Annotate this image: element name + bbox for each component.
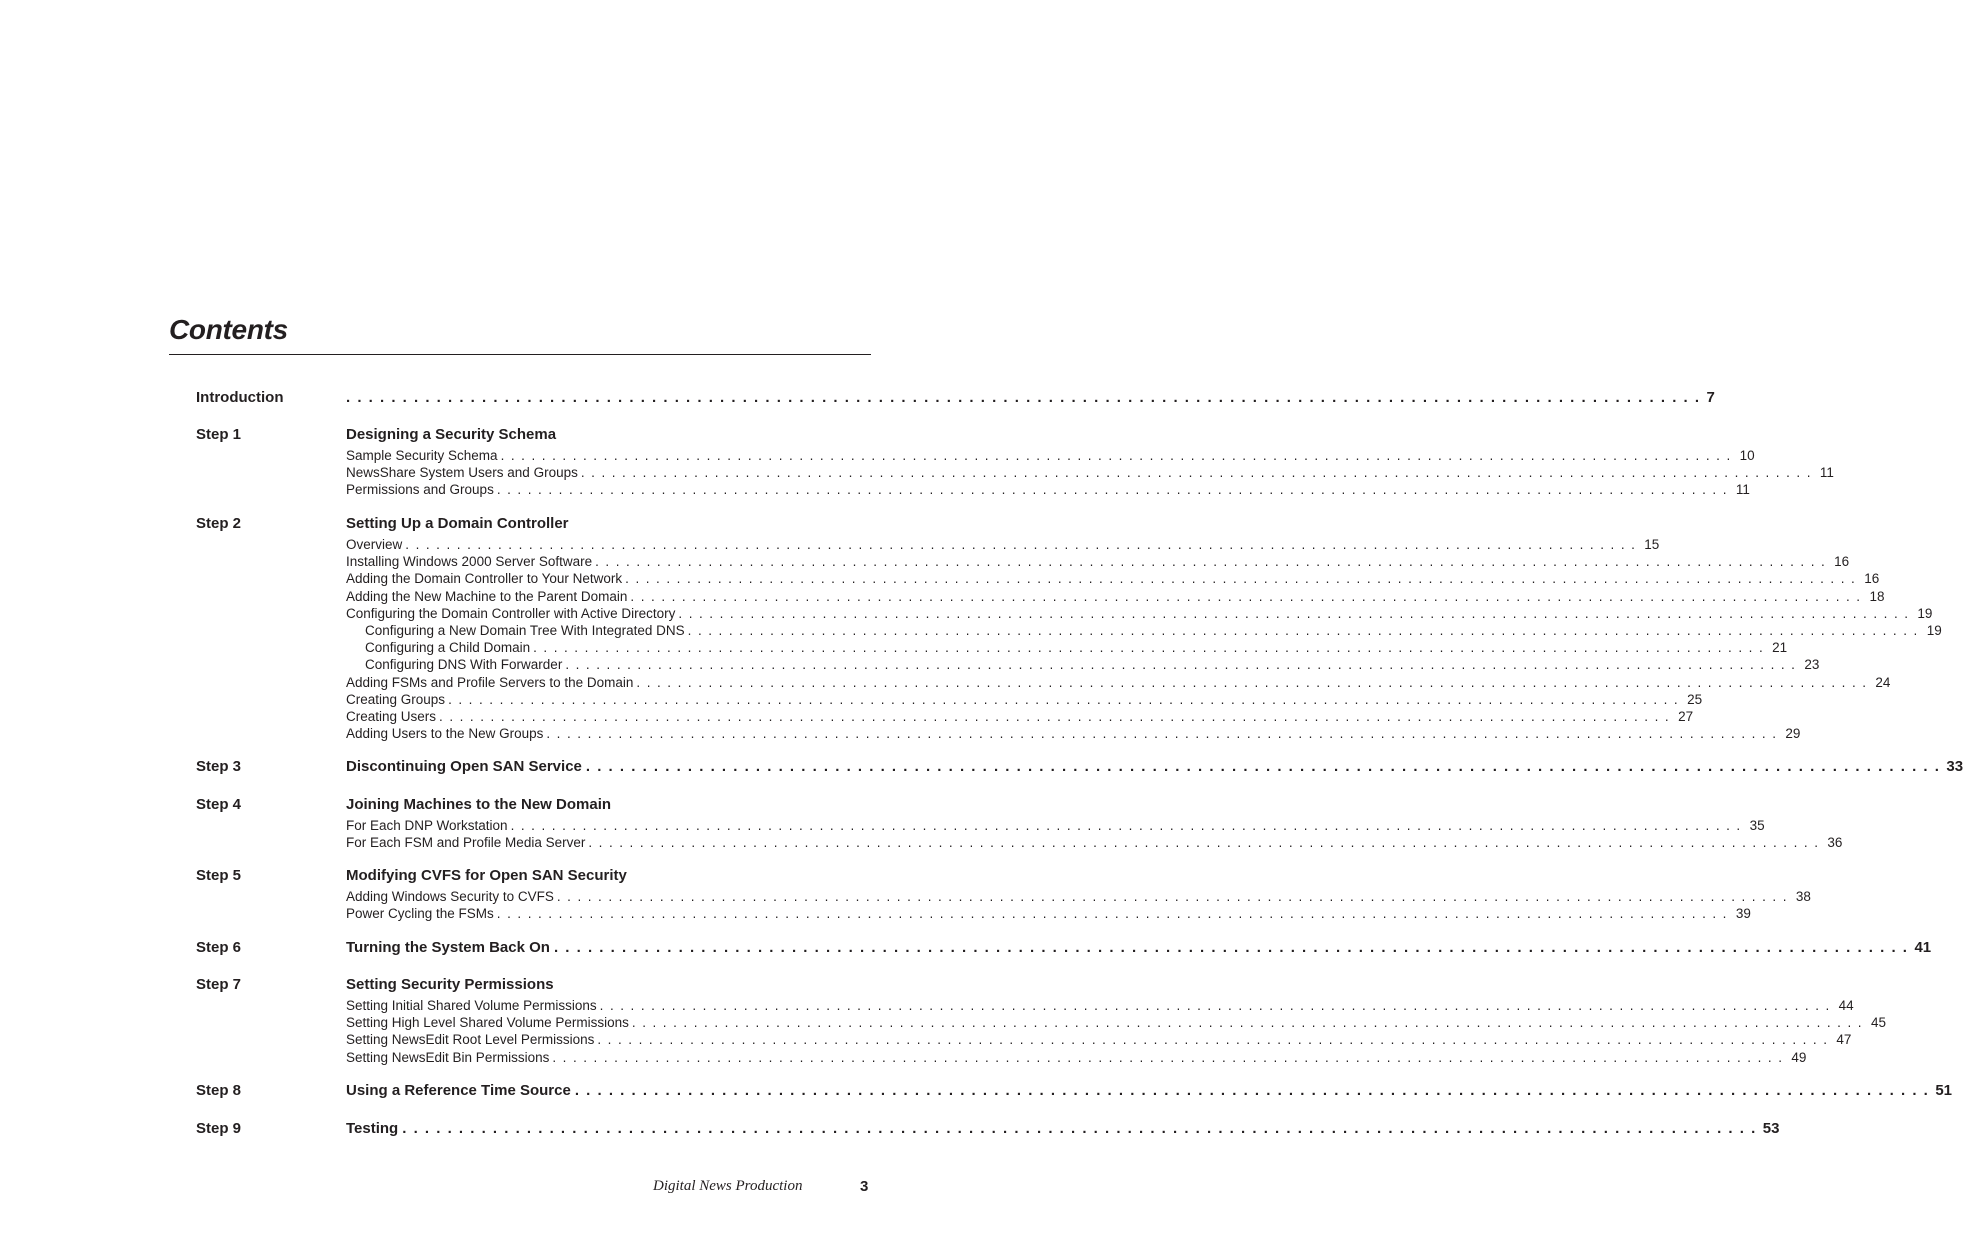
section-label: Step 1 [196, 426, 242, 443]
section-page-number: 53 [1762, 1120, 1780, 1137]
section-heading-row [346, 796, 801, 813]
toc-entry [346, 998, 1854, 1015]
toc-entry [346, 835, 1843, 852]
dot-leader: . . . . . . . . . . . . . . . . . . . . . . . . . . . . . . . . . . . . . . . . . . . . . . . . . . . . . . . . . . . . . . . . . . . . . . . . . . . . . . . . . . . . . . . . . . . . . . . . . . . . . . . . . . . . . . . . . . . . . . . . [599, 998, 1831, 1013]
section-heading: Joining Machines to the New Domain [346, 796, 612, 813]
section-page-number: 7 [1706, 389, 1715, 406]
dot-leader: . . . . . . . . . . . . . . . . . . . . . . . . . . . . . . . . . . . . . . . . . . . . . . . . . . . . . . . . . . . . . . . . . . . . . . . . . . . . . . . . . . . . . . . . . . . . . . . . . . . . . . . . . . . . . . . . . . . . . . . . [630, 588, 1862, 604]
dot-leader: . . . . . . . . . . . . . . . . . . . . . . . . . . . . . . . . . . . . . . . . . . . . . . . . . . . . . . . . . . . . . . . . . . . . . . . . . . . . . . . . . . . . . . . . . . . . . . . . . . . . . . . . . . . . . . . . . . . . . . . . [625, 571, 1857, 587]
section-label: Introduction [196, 389, 284, 406]
section-heading: Turning the System Back On [346, 939, 550, 956]
entry-title: Sample Security Schema [346, 448, 498, 463]
toc-entry [346, 554, 1850, 571]
toc-entry [346, 465, 1834, 482]
entry-title: Power Cycling the FSMs [346, 906, 494, 922]
entry-page-number: 23 [1804, 657, 1820, 673]
dot-leader: . . . . . . . . . . . . . . . . . . . . . . . . . . . . . . . . . . . . . . . . . . . . . . . . . . . . . . . . . . . . . . . . . . . . . . . . . . . . . . . . . . . . . . . . . . . . . . . . . . . . . . . . . . . . . . . . . . . . . . . . [580, 465, 1812, 481]
title-rule [169, 354, 871, 355]
section-heading-row [346, 939, 1932, 956]
dot-leader: . . . . . . . . . . . . . . . . . . . . . . . . . . . . . . . . . . . . . . . . . . . . . . . . . . . . . . . . . . . . . . . . . . . . . . . . . . . . . . . . . . . . . . . . . . . . . . . . . . . . . . . . . . . . . . . . . . . . . . . . [496, 906, 1728, 922]
entry-page-number: 24 [1875, 674, 1891, 690]
entry-title: Setting High Level Shared Volume Permissions [346, 1015, 629, 1031]
section-heading-row [346, 758, 1963, 775]
dot-leader: . . . . . . . . . . . . . . . . . . . . . . . . . . . . . . . . . . . . . . . . . . . . . . . . . . . . . . . . . . . . . . . . . . . . . . . . . . . . . . . . . . . . . . . . . . . . . . . . . . . . . . . . . . . . . . . . . . . . . . . . [565, 657, 1797, 673]
dot-leader: . . . . . . . . . . . . . . . . . . . . . . . . . . . . . . . . . . . . . . . . . . . . . . . . . . . . . . . . . . . . . . . . . . . . . . . . . . . . . . . . . . . . . . . . . . . . . . . . . . . . . . . . . . . . . . . . . . . . . . . . [631, 1015, 1863, 1031]
entry-title: Overview [346, 537, 403, 552]
entry-title: Setting NewsEdit Bin Permissions [346, 1049, 550, 1065]
entry-title: Creating Users [346, 709, 437, 724]
dot-leader: . . . . . . . . . . . . . . . . . . . . . . . . . . . . . . . . . . . . . . . . . . . . . . . . . . . . . . . . . . . . . . . . . . . . . . . . . . . . . . . . . . . . . . . . . . . . . . . . . . . . . . . . . . . . . . . . . . . . . . . . [556, 889, 1788, 904]
entry-title: Configuring a Child Domain [365, 640, 531, 656]
entry-page-number: 29 [1785, 726, 1801, 742]
entry-page-number: 18 [1869, 588, 1885, 604]
section-label: Step 6 [196, 939, 242, 956]
entry-page-number: 49 [1791, 1049, 1807, 1065]
dot-leader: . . . . . . . . . . . . . . . . . . . . . . . . . . . . . . . . . . . . . . . . . . . . . . . . . . . . . . . . . . . . . . . . . . . . . . . . . . . . . . . . . . . . . . . . . . . . . . . . . . . . . . . . . . . . . . . . . . . . . . . . [687, 623, 1919, 638]
entry-title: Configuring a New Domain Tree With Integrated DNS [365, 623, 685, 638]
dot-leader: . . . . . . . . . . . . . . . . . . . . . . . . . . . . . . . . . . . . . . . . . . . . . . . . . . . . . . . . . . . . . . . . . . . . . . . . . . . . . . . . . . . . . . . . . . . . . . . . . . . . . . . . . . . . . . . . . . . . . . . . [588, 835, 1820, 851]
entry-page-number: 25 [1687, 691, 1703, 707]
section-page-number: 41 [1914, 939, 1932, 956]
footer-page-number: 3 [860, 1178, 869, 1195]
section-page-number: 33 [1946, 758, 1963, 775]
toc-entry [346, 482, 1750, 499]
toc-entry [346, 571, 1880, 588]
entry-page-number: 47 [1836, 1032, 1852, 1048]
dot-leader: . . . . . . . . . . . . . . . . . . . . . . . . . . . . . . . . . . . . . . . . . . . . . . . . . . . . . . . . . . . . . . . . . . . . . . . . . . . . . . . . . . . . . . . . . . . . . . . . . . . . . . . . . . . . . . . . . . . . . . . . [678, 605, 1910, 621]
toc-entry [365, 640, 1788, 657]
dot-leader: . . . . . . . . . . . . . . . . . . . . . . . . . . . . . . . . . . . . . . . . . . . . . . . . . . . . . . . . . . . . . . . . . . . . . . . . . . . . . . . . . . . . . . . . . . . . . . . . . . . . . . . . . . . . . . . . . . . . . . . . [546, 726, 1778, 742]
entry-title: NewsShare System Users and Groups [346, 465, 578, 481]
toc-entry [346, 448, 1755, 465]
toc-entry [365, 623, 1942, 640]
toc-entry [346, 1032, 1852, 1049]
entry-page-number: 21 [1772, 640, 1788, 656]
section-label: Step 7 [196, 976, 242, 993]
toc-entry [346, 889, 1811, 906]
dot-leader: . . . . . . . . . . . . . . . . . . . . . . . . . . . . . . . . . . . . . . . . . . . . . . . . . . . . . . . . . . . . . . . . . . . . . . . . . . . . . . . . . . . . . . . . . . . . . . . . . . . . . . . . . . . . . . . . . . . . . . . . [595, 554, 1827, 570]
toc-entry [365, 657, 1820, 674]
toc-entry [346, 1015, 1886, 1032]
toc-entry [346, 726, 1801, 743]
section-label: Step 5 [196, 867, 242, 884]
entry-page-number: 35 [1749, 818, 1765, 833]
entry-page-number: 39 [1735, 906, 1751, 922]
toc-entry [346, 818, 1765, 835]
entry-page-number: 38 [1795, 889, 1811, 904]
toc-entry [346, 1049, 1807, 1067]
entry-page-number: 45 [1870, 1015, 1886, 1031]
dot-leader: . . . . . . . . . . . . . . . . . . . . . . . . . . . . . . . . . . . . . . . . . . . . . . . . . . . . . . . . . . . . . . . . . . . . . . . . . . . . . . . . . . . . . . . . . . . . . . . . . . . . . . . . . . . . . . . . . . . . . . . . [510, 818, 1742, 833]
section-heading: Using a Reference Time Source [346, 1082, 571, 1099]
toc-entry [346, 674, 1891, 692]
entry-page-number: 16 [1864, 571, 1880, 587]
toc-entry [346, 537, 1660, 554]
toc-entry [346, 691, 1703, 709]
dot-leader: . . . . . . . . . . . . . . . . . . . . . . . . . . . . . . . . . . . . . . . . . . . . . . . . . . . . . . . . . . . . . . . . . . . . . . . . . . . . . . . . . . . . . . . . . . . . . . . . . . . . . . . . . . . . . . . . . . . . . . . . [585, 758, 1941, 775]
dot-leader: . . . . . . . . . . . . . . . . . . . . . . . . . . . . . . . . . . . . . . . . . . . . . . . . . . . . . . . . . . . . . . . . . . . . . . . . . . . . . . . . . . . . . . . . . . . . . . . . . . . . . . . . . . . . . . . . . . . . . . . . [553, 939, 1909, 956]
dot-leader: . . . . . . . . . . . . . . . . . . . . . . . . . . . . . . . . . . . . . . . . . . . . . . . . . . . . . . . . . . . . . . . . . . . . . . . . . . . . . . . . . . . . . . . . . . . . . . . . . . . . . . . . . . . . . . . . . . . . . . . . [552, 1049, 1784, 1065]
section-label: Step 3 [196, 758, 242, 775]
dot-leader: . . . . . . . . . . . . . . . . . . . . . . . . . . . . . . . . . . . . . . . . . . . . . . . . . . . . . . . . . . . . . . . . . . . . . . . . . . . . . . . . . . . . . . . . . . . . . . . . . . . . . . . . . . . . . . . . . . . . . . . . [448, 691, 1680, 707]
footer-publication-title: Digital News Production [653, 1178, 803, 1194]
section-heading: Testing [346, 1120, 399, 1137]
dot-leader: . . . . . . . . . . . . . . . . . . . . . . . . . . . . . . . . . . . . . . . . . . . . . . . . . . . . . . . . . . . . . . . . . . . . . . . . . . . . . . . . . . . . . . . . . . . . . . . . . . . . . . . . . . . . . . . . . . . . . . . . [636, 674, 1868, 690]
section-heading-row [346, 515, 801, 532]
dot-leader: . . . . . . . . . . . . . . . . . . . . . . . . . . . . . . . . . . . . . . . . . . . . . . . . . . . . . . . . . . . . . . . . . . . . . . . . . . . . . . . . . . . . . . . . . . . . . . . . . . . . . . . . . . . . . . . . . . . . . . . . [574, 1082, 1930, 1099]
section-label: Step 9 [196, 1120, 242, 1137]
section-label: Step 4 [196, 796, 242, 813]
entry-title: For Each DNP Workstation [346, 818, 508, 833]
dot-leader: . . . . . . . . . . . . . . . . . . . . . . . . . . . . . . . . . . . . . . . . . . . . . . . . . . . . . . . . . . . . . . . . . . . . . . . . . . . . . . . . . . . . . . . . . . . . . . . . . . . . . . . . . . . . . . . . . . . . . . . . [405, 537, 1637, 552]
section-heading-row [346, 426, 801, 443]
entry-title: Setting NewsEdit Root Level Permissions [346, 1032, 595, 1048]
section-heading-row [346, 1082, 1953, 1099]
section-heading-row [346, 1120, 1780, 1137]
section-label: Step 8 [196, 1082, 242, 1099]
entry-title: Installing Windows 2000 Server Software [346, 554, 593, 570]
section-heading-row [346, 389, 1715, 406]
entry-title: Adding the New Machine to the Parent Domain [346, 588, 628, 604]
toc-entry [346, 906, 1751, 923]
page-title: Contents [169, 314, 288, 345]
entry-title: For Each FSM and Profile Media Server [346, 835, 586, 851]
dot-leader: . . . . . . . . . . . . . . . . . . . . . . . . . . . . . . . . . . . . . . . . . . . . . . . . . . . . . . . . . . . . . . . . . . . . . . . . . . . . . . . . . . . . . . . . . . . . . . . . . . . . . . . . . . . . . . . . . . . . . . . . [496, 482, 1728, 498]
entry-page-number: 11 [1735, 482, 1750, 498]
entry-page-number: 16 [1834, 554, 1850, 570]
entry-page-number: 11 [1819, 465, 1834, 481]
entry-title: Adding the Domain Controller to Your Network [346, 571, 623, 587]
entry-page-number: 15 [1644, 537, 1660, 552]
entry-title: Adding Windows Security to CVFS [346, 889, 554, 904]
entry-page-number: 19 [1926, 623, 1942, 638]
dot-leader: . . . . . . . . . . . . . . . . . . . . . . . . . . . . . . . . . . . . . . . . . . . . . . . . . . . . . . . . . . . . . . . . . . . . . . . . . . . . . . . . . . . . . . . . . . . . . . . . . . . . . . . . . . . . . . . . . . . . . . . . [346, 389, 1701, 406]
entry-title: Adding Users to the New Groups [346, 726, 544, 742]
entry-title: Setting Initial Shared Volume Permissions [346, 998, 597, 1013]
entry-title: Configuring DNS With Forwarder [365, 657, 563, 673]
entry-page-number: 44 [1838, 998, 1854, 1013]
entry-title: Adding FSMs and Profile Servers to the Domain [346, 674, 634, 690]
section-label: Step 2 [196, 515, 242, 532]
dot-leader: . . . . . . . . . . . . . . . . . . . . . . . . . . . . . . . . . . . . . . . . . . . . . . . . . . . . . . . . . . . . . . . . . . . . . . . . . . . . . . . . . . . . . . . . . . . . . . . . . . . . . . . . . . . . . . . . . . . . . . . . [500, 448, 1732, 463]
entry-title: Configuring the Domain Controller with Active Directory [346, 605, 676, 621]
section-heading: Modifying CVFS for Open SAN Security [346, 867, 627, 884]
section-page-number: 51 [1935, 1082, 1953, 1099]
dot-leader: . . . . . . . . . . . . . . . . . . . . . . . . . . . . . . . . . . . . . . . . . . . . . . . . . . . . . . . . . . . . . . . . . . . . . . . . . . . . . . . . . . . . . . . . . . . . . . . . . . . . . . . . . . . . . . . . . . . . . . . . [439, 709, 1671, 724]
entry-page-number: 10 [1739, 448, 1755, 463]
entry-page-number: 27 [1678, 709, 1694, 724]
dot-leader: . . . . . . . . . . . . . . . . . . . . . . . . . . . . . . . . . . . . . . . . . . . . . . . . . . . . . . . . . . . . . . . . . . . . . . . . . . . . . . . . . . . . . . . . . . . . . . . . . . . . . . . . . . . . . . . . . . . . . . . . [597, 1032, 1829, 1048]
entry-title: Creating Groups [346, 691, 446, 707]
section-heading: Setting Up a Domain Controller [346, 515, 569, 532]
section-heading: Designing a Security Schema [346, 426, 557, 443]
toc-entry [346, 605, 1933, 623]
entry-page-number: 36 [1827, 835, 1843, 851]
section-heading-row [346, 867, 801, 884]
toc-entry [346, 709, 1694, 726]
section-heading: Discontinuing Open SAN Service [346, 758, 582, 775]
toc-entry [346, 588, 1885, 606]
dot-leader: . . . . . . . . . . . . . . . . . . . . . . . . . . . . . . . . . . . . . . . . . . . . . . . . . . . . . . . . . . . . . . . . . . . . . . . . . . . . . . . . . . . . . . . . . . . . . . . . . . . . . . . . . . . . . . . . . . . . . . . . [402, 1120, 1757, 1137]
section-heading: Setting Security Permissions [346, 976, 554, 993]
dot-leader: . . . . . . . . . . . . . . . . . . . . . . . . . . . . . . . . . . . . . . . . . . . . . . . . . . . . . . . . . . . . . . . . . . . . . . . . . . . . . . . . . . . . . . . . . . . . . . . . . . . . . . . . . . . . . . . . . . . . . . . . [533, 640, 1765, 656]
section-heading-row [346, 976, 801, 993]
entry-page-number: 19 [1917, 605, 1933, 621]
entry-title: Permissions and Groups [346, 482, 494, 498]
